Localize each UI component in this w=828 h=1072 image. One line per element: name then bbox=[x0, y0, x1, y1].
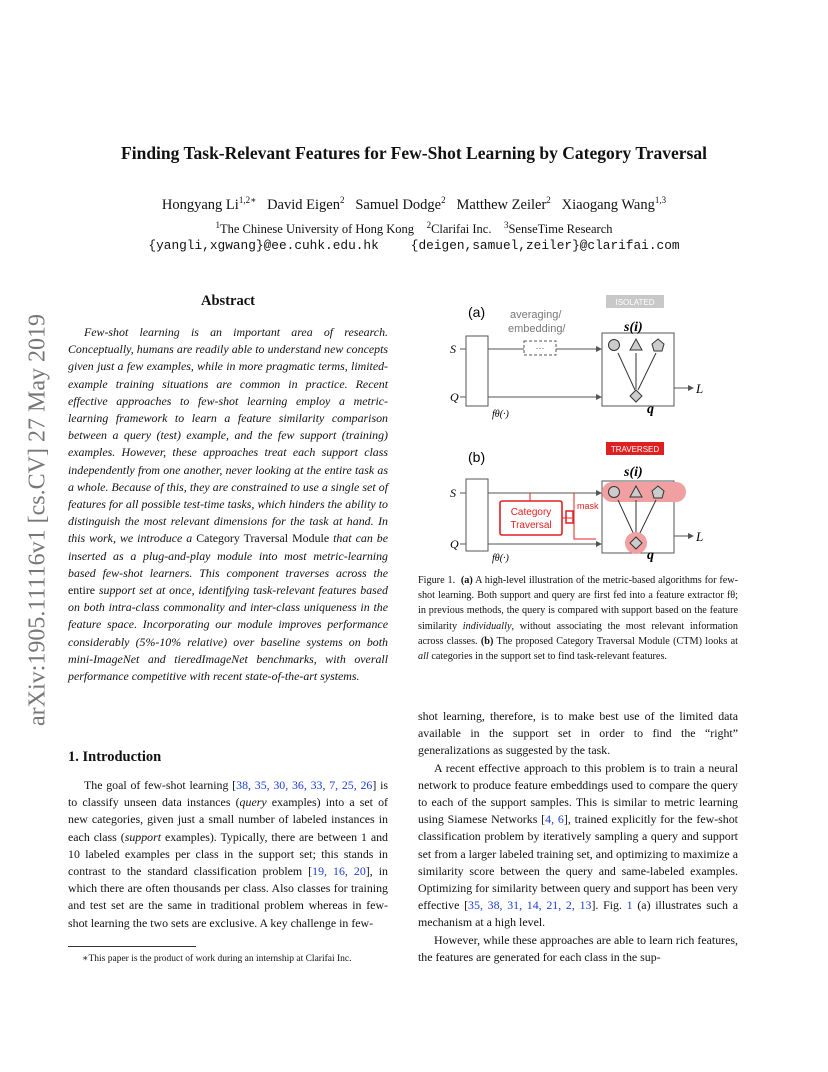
f-theta-label: fθ(·) bbox=[492, 409, 509, 420]
support-symbol: S bbox=[450, 342, 456, 356]
arxiv-stamp: arXiv:1905.11116v1 [cs.CV] 27 May 2019 bbox=[24, 314, 51, 726]
support-feature-label: s(i) bbox=[624, 465, 643, 480]
figure-1-caption: Figure 1. (a) A high-level illustration of the metric-based algorithms for few-shot learning. Both support and query are first fed into a feature extractor fθ; in previous methods, the query is compared with support based on the feature similarity individually, without associating the most relevant information across classes. (b) The proposed Category Traversal Module (CTM) looks at all categories in the support set to find task-relevant features. bbox=[418, 575, 739, 663]
ctm-label-line2: Traversal bbox=[510, 520, 552, 531]
author-name: Matthew Zeiler bbox=[456, 196, 547, 213]
svg-text:···: ··· bbox=[535, 343, 545, 353]
feature-extractor-a bbox=[466, 336, 488, 406]
figure-link[interactable]: 1 bbox=[626, 898, 633, 913]
author-name: Xiaogang Wang bbox=[561, 196, 655, 213]
footnote: ∗This paper is the product of work during an internship at Clarifai Inc. bbox=[82, 954, 352, 964]
support-feature-label: s(i) bbox=[624, 320, 643, 335]
isolated-label: ISOLATED bbox=[615, 298, 655, 307]
query-feature-label: q bbox=[647, 402, 654, 417]
f-theta-label: fθ(·) bbox=[492, 553, 509, 564]
paragraph: A recent effective approach to this problem is to train a neural network to produce feature embeddings used to compare the query to each of the support samples. This is similar to metric learning using Siamese Networks [4, 6], trained explicitly for the few-shot classification problem by iteratively sampling a query and support set from a larger labeled training set, and optimizing to maximize a similarity score between the query and same-labeled examples. Optimizing for similarity between query and support has been very effective [35, 38, 31, 14, 21, 2, 13]. Fig. 1 (a) illustrates such a mechanism at a high level. bbox=[418, 760, 738, 930]
citation-link[interactable]: 38, 35, 30, 36, 33, 7, 25, 26 bbox=[236, 778, 373, 792]
feature-extractor-b bbox=[466, 479, 488, 551]
mask-label: mask bbox=[577, 501, 599, 511]
ctm-label-line1: Category bbox=[510, 507, 552, 518]
affiliations: $^1$The Chinese University of Hong Kong $^2$Clarifai Inc. $^3$SenseTime Research bbox=[215, 220, 613, 237]
traversed-label: TRAVERSED bbox=[610, 445, 660, 454]
paper-title: Finding Task-Relevant Features for Few-Shot Learning by Category Traversal bbox=[121, 143, 707, 163]
introduction-body: The goal of few-shot learning [38, 35, 30, 36, 33, 7, 25, 26] is to classify unseen data instances (query examples) into a set of new categories, given just a small number of labeled instances in each class (support examples). Typically, there are between 1 and 10 labeled examples per class in the support set; this stands in contrast to the standard classification problem [19, 16, 20], in which there are often thousands per class. Also classes for training and test set are the same in traditional problem whereas in few-shot learning the two sets are exclusive. A key challenge in few- bbox=[68, 778, 389, 930]
panel-a-label: (a) bbox=[468, 304, 486, 320]
author-name: David Eigen bbox=[267, 196, 340, 213]
citation-link[interactable]: 35, 38, 31, 14, 21, 2, 13 bbox=[468, 898, 592, 913]
loss-symbol: L bbox=[696, 381, 704, 396]
email: {deigen,samuel,zeiler}@clarifai.com bbox=[410, 238, 680, 253]
support-symbol: S bbox=[450, 486, 456, 500]
abstract-heading: Abstract bbox=[201, 293, 255, 309]
footnote-rule bbox=[68, 946, 196, 947]
embedding-label: embedding/ bbox=[508, 323, 566, 335]
author-list: Hongyang $Li^{1,2∗}$ David Eigen$^2$ Samuel Dodge$^2$ Matthew Zeiler$^2$ Xiaogang Wang$^{1,3}$ bbox=[161, 195, 667, 213]
averaging-label: averaging/ bbox=[510, 309, 562, 321]
paragraph: However, while these approaches are able to learn rich features, the features are generated for each class in the sup- bbox=[418, 932, 738, 964]
mask-icon bbox=[566, 511, 573, 523]
citation-link[interactable]: 4, 6 bbox=[545, 812, 564, 827]
section-heading-introduction: 1. Introduction bbox=[68, 749, 162, 765]
email: {yangli,xgwang}@ee.cuhk.edu.hk bbox=[148, 238, 379, 253]
figure-1 bbox=[438, 293, 738, 568]
query-feature-label: q bbox=[647, 548, 654, 563]
query-symbol: Q bbox=[450, 537, 459, 551]
abstract-body: Few-shot learning is an important area of research. Conceptually, humans are readily able to understand new concepts given just a few examples, while in more pragmatic terms, limited-example training situations are common in practice. Recent effective approaches to few-shot learning employ a metric-learning framework to learn a feature similarity comparison between a query (test) example, and the few support (training) examples. However, these approaches treat each support class independently from one another, never looking at the entire task as a whole. Because of this, they are constrained to use a single set of features for all possible test-time tasks, which hinders the ability to distinguish the most relevant dimensions for the task at hand. In this work, we introduce a Category Traversal Module that can be inserted as a plug-and-play module into most metric-learning based few-shot learners. This component traverses across the entire support set at once, identifying task-relevant features based on both intra-class commonality and inter-class uniqueness in the feature space. Incorporating our module improves performance considerably (5%-10% relative) over baseline systems on both mini-ImageNet and tieredImageNet benchmarks, with overall performance competitive with recent state-of-the-art systems. bbox=[68, 325, 388, 684]
panel-b-label: (b) bbox=[468, 449, 486, 465]
citation-link[interactable]: 19, 16, 20 bbox=[312, 864, 366, 879]
loss-symbol: L bbox=[696, 529, 704, 544]
author-name: Samuel Dodge bbox=[355, 196, 442, 213]
query-symbol: Q bbox=[450, 390, 459, 404]
paragraph: shot learning, therefore, is to make best use of the limited data available in the support set in order to find the “right” generalizations as suggested by the task. bbox=[418, 709, 738, 758]
author-emails bbox=[0, 238, 828, 253]
author-name: Hongyang Li bbox=[161, 196, 239, 213]
right-column-body bbox=[418, 708, 738, 966]
